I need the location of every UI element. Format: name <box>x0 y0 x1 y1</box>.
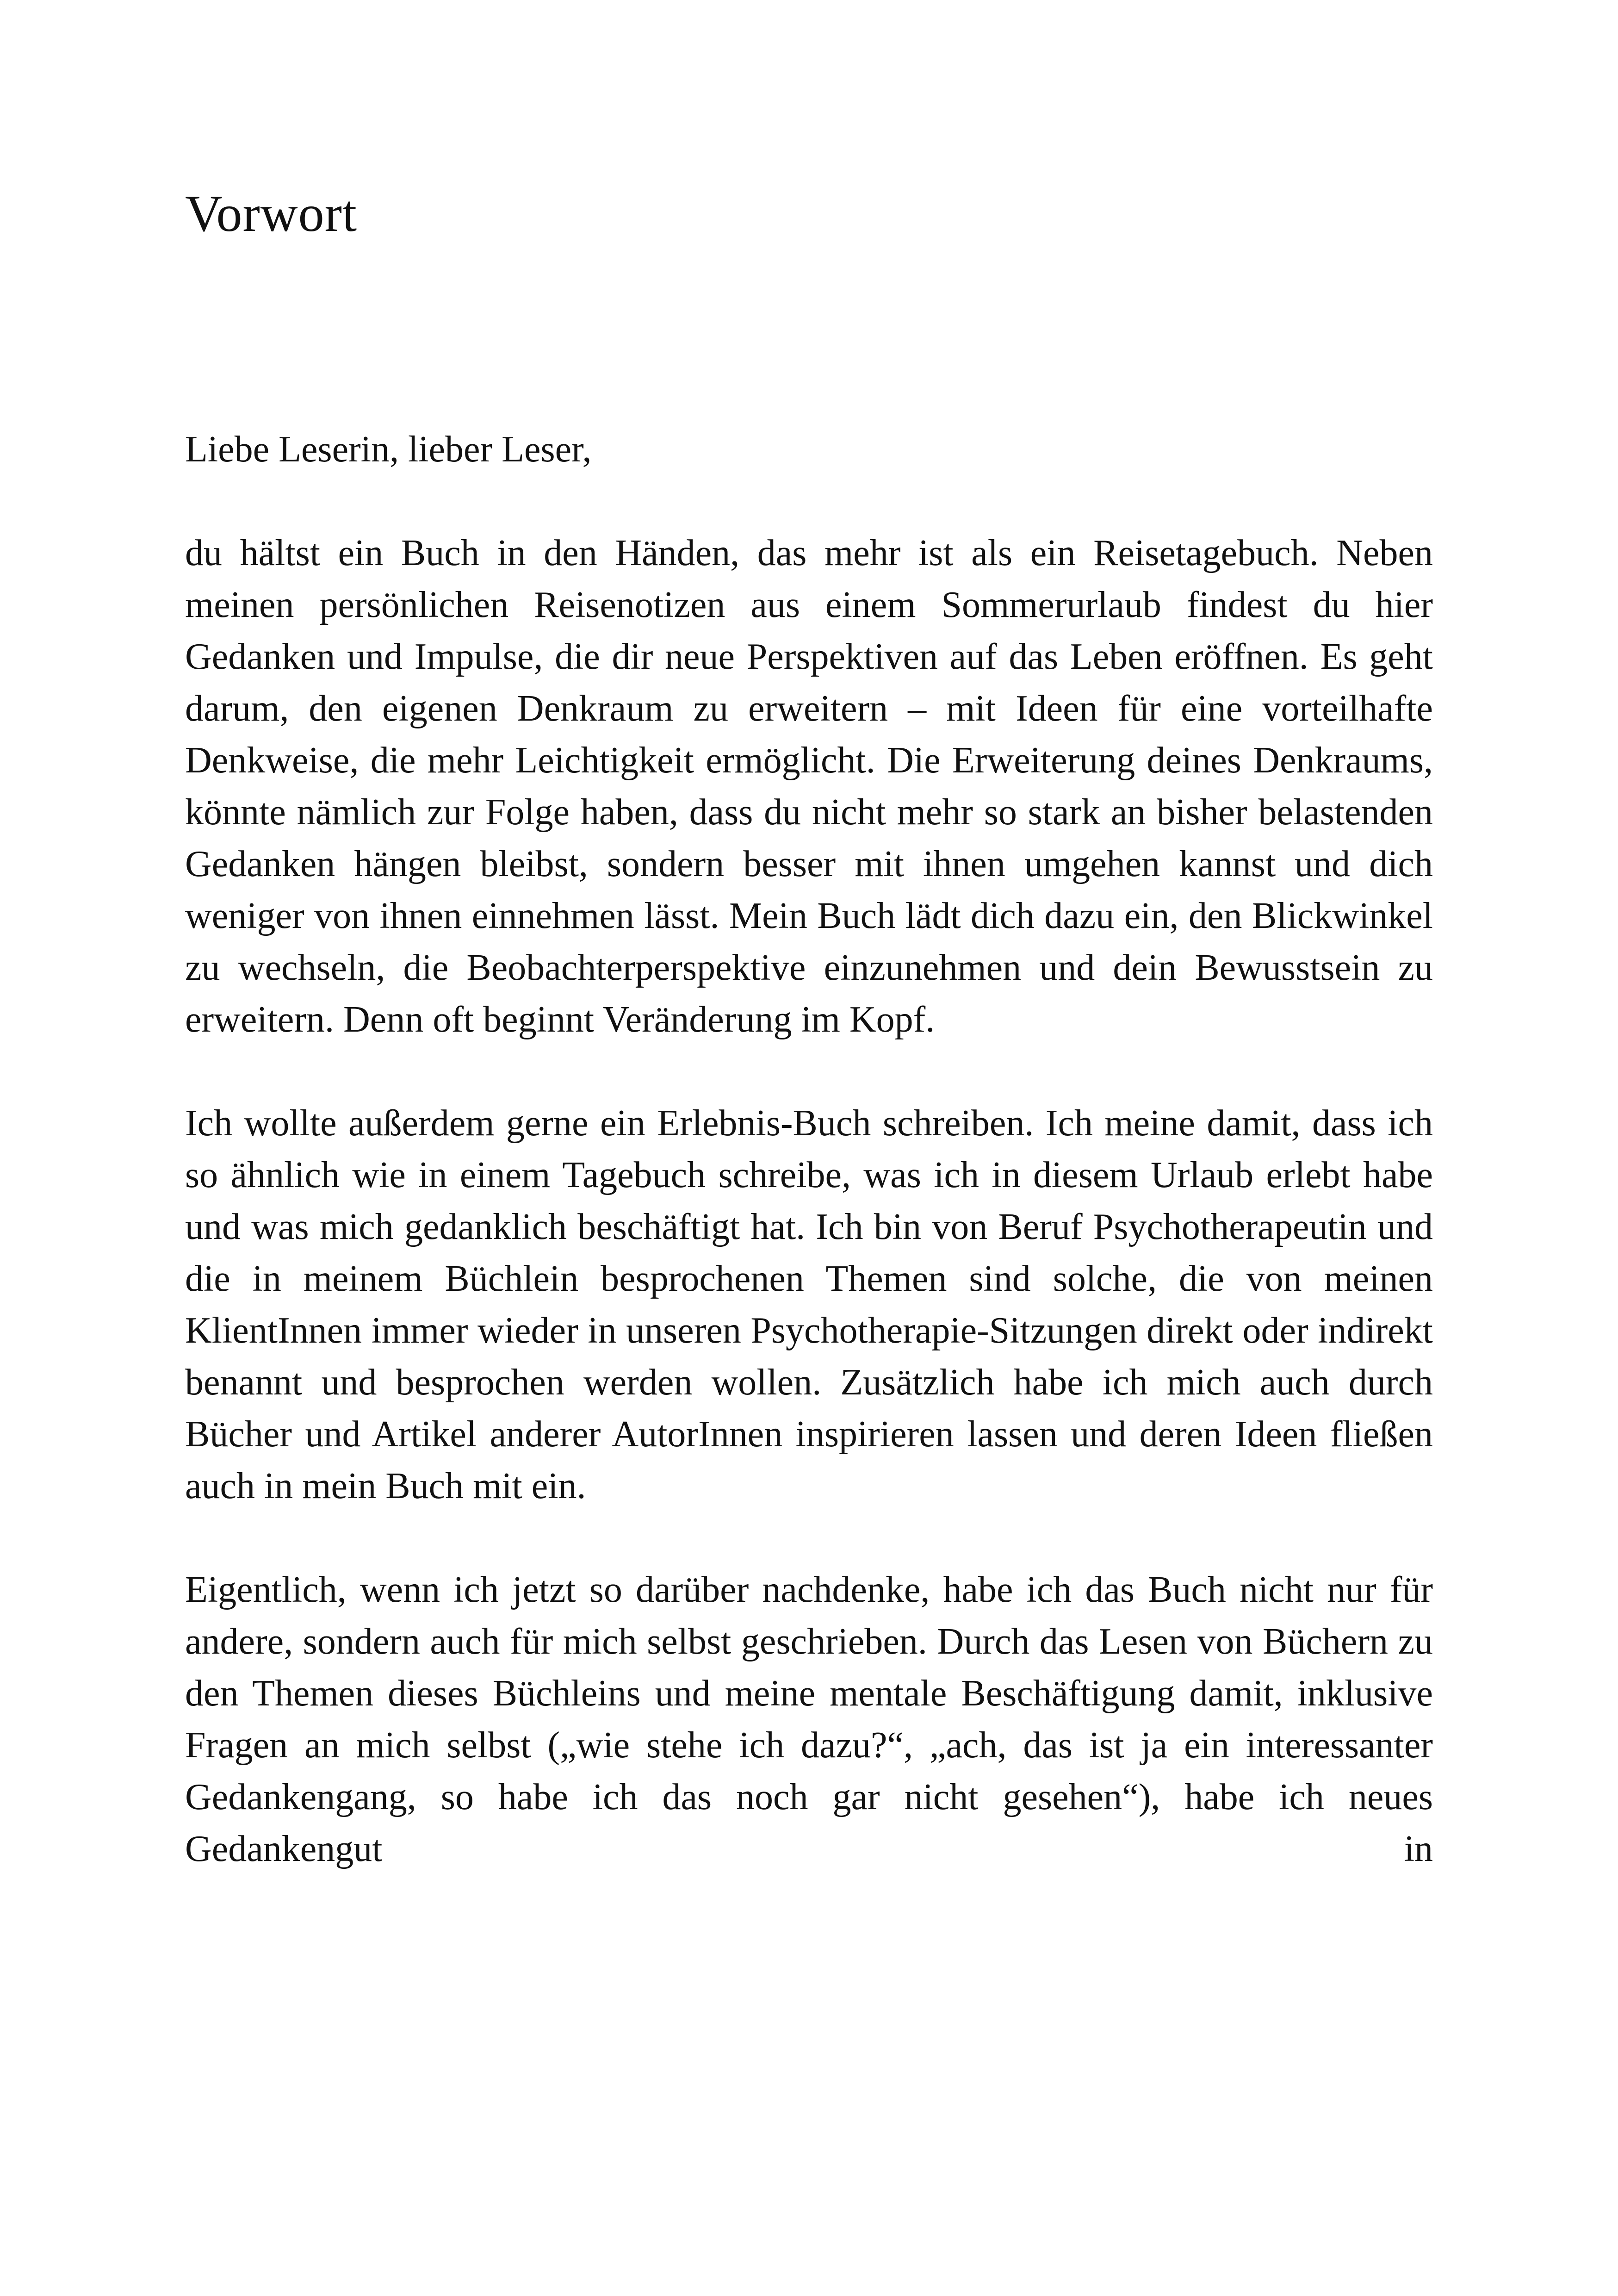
paragraph-2: Ich wollte außerdem gerne ein Erlebnis-Buch schreiben. Ich meine damit, dass ich so ähnlich wie in einem Tagebuch schreibe, was ich in diesem Urlaub erlebt habe und was mich gedanklich beschäftigt hat. Ich bin von Beruf Psychotherapeutin und die in meinem Büchlein besprochenen Themen sind solche, die von meinen KlientInnen immer wieder in unseren Psychotherapie-Sitzungen direkt oder indirekt benannt und besprochen werden wollen. Zusätzlich habe ich mich auch durch Bücher und Artikel anderer AutorInnen inspirieren lassen und deren Ideen fließen auch in mein Buch mit ein. <box>185 1103 1433 1506</box>
paragraph-3: Eigentlich, wenn ich jetzt so darüber nachdenke, habe ich das Buch nicht nur für andere, sondern auch für mich selbst geschrieben. Durch das Lesen von Büchern zu den Themen dieses Büchleins und meine mentale Beschäftigung damit, inklusive Fragen an mich selbst („wie stehe ich dazu?“, „ach, das ist ja ein interessanter Gedankengang, so habe ich das noch gar nicht gesehen“), habe ich neues Gedankengut in <box>185 1569 1433 1869</box>
salutation: Liebe Leserin, lieber Leser, <box>185 429 592 470</box>
paragraph-1: du hältst ein Buch in den Händen, das mehr ist als ein Reisetagebuch. Neben meinen persönlichen Reisenotizen aus einem Sommerurlaub findest du hier Gedanken und Impulse, die dir neue Perspektiven auf das Leben eröffnen. Es geht darum, den eigenen Denkraum zu erweitern – mit Ideen für eine vorteilhafte Denkweise, die mehr Leichtigkeit ermöglicht. Die Erweiterung deines Denkraums, könnte nämlich zur Folge haben, dass du nicht mehr so stark an bisher belastenden Gedanken hängen bleibst, sondern besser mit ihnen umgehen kannst und dich weniger von ihnen einnehmen lässt. Mein Buch lädt dich dazu ein, den Blickwinkel zu wechseln, die Beobachterperspektive einzunehmen und dein Bewusstsein zu erweitern. Denn oft beginnt Veränderung im Kopf. <box>185 533 1433 1040</box>
chapter-title: Vorwort <box>185 185 358 243</box>
body-text <box>185 423 1433 1875</box>
